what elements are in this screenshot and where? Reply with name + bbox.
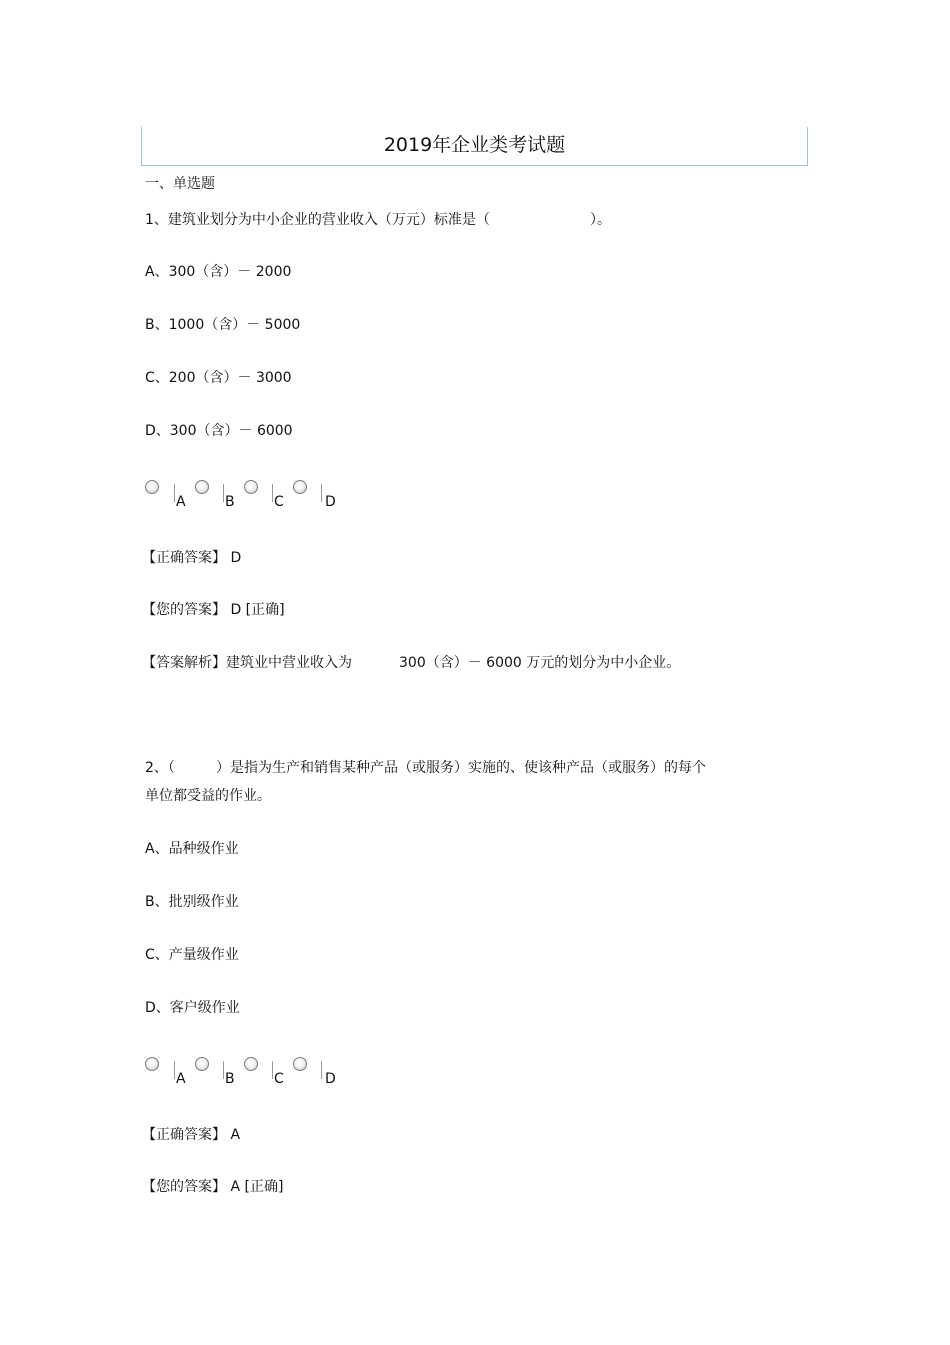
q2-prompt-line2: 单位都受益的作业。	[145, 788, 271, 804]
q2-radio-label-b: B	[225, 1071, 235, 1087]
divider	[321, 1061, 322, 1079]
divider	[272, 484, 273, 502]
q1-radio-a[interactable]	[145, 480, 159, 494]
divider	[272, 1061, 273, 1079]
q1-radio-c[interactable]	[244, 480, 258, 494]
q2-prompt-start: 2、（	[145, 760, 175, 776]
q1-radio-label-c: C	[274, 494, 284, 510]
divider	[321, 484, 322, 502]
q2-radio-group	[145, 1057, 365, 1091]
q1-radio-label-d: D	[325, 494, 336, 510]
q2-radio-label-d: D	[325, 1071, 336, 1087]
q2-option-c: C、产量级作业	[145, 947, 239, 963]
q1-your-answer: 【您的答案】 D [正确]	[142, 602, 285, 618]
q2-radio-b[interactable]	[195, 1057, 209, 1071]
page-title: 2019年企业类考试题	[383, 134, 566, 156]
q1-radio-d[interactable]	[293, 480, 307, 494]
q2-prompt-main: ）是指为生产和销售某种产品（或服务）实施的、使该种产品（或服务）的每个	[216, 760, 706, 776]
q1-option-a: A、300（含）－ 2000	[145, 264, 292, 280]
q1-option-c: C、200（含）－ 3000	[145, 370, 292, 386]
q2-your-answer: 【您的答案】 A [正确]	[142, 1179, 284, 1195]
q2-option-d: D、客户级作业	[145, 1000, 240, 1016]
q1-radio-label-b: B	[225, 494, 235, 510]
divider	[223, 1061, 224, 1079]
q2-radio-c[interactable]	[244, 1057, 258, 1071]
q2-radio-label-c: C	[274, 1071, 284, 1087]
title-box	[141, 127, 808, 166]
divider	[174, 1061, 175, 1079]
q2-option-a: A、品种级作业	[145, 841, 239, 857]
q1-radio-b[interactable]	[195, 480, 209, 494]
section-heading: 一、单选题	[145, 176, 215, 192]
q1-option-d: D、300（含）－ 6000	[145, 423, 293, 439]
q2-option-b: B、批别级作业	[145, 894, 239, 910]
q1-prompt-end: ）。	[590, 212, 611, 228]
divider	[223, 484, 224, 502]
q2-correct-answer: 【正确答案】 A	[142, 1127, 241, 1143]
q1-analysis-label: 【答案解析】建筑业中营业收入为	[142, 655, 352, 671]
q2-radio-d[interactable]	[293, 1057, 307, 1071]
q2-radio-a[interactable]	[145, 1057, 159, 1071]
q1-radio-group	[145, 480, 365, 514]
q2-radio-label-a: A	[176, 1071, 186, 1087]
q1-analysis-text: 300（含）－ 6000 万元的划分为中小企业。	[399, 655, 681, 671]
q1-correct-answer: 【正确答案】 D	[142, 550, 242, 566]
q1-option-b: B、1000（含）－ 5000	[145, 317, 301, 333]
q1-radio-label-a: A	[176, 494, 186, 510]
q1-prompt: 1、建筑业划分为中小企业的营业收入（万元）标准是（	[145, 212, 490, 228]
divider	[174, 484, 175, 502]
